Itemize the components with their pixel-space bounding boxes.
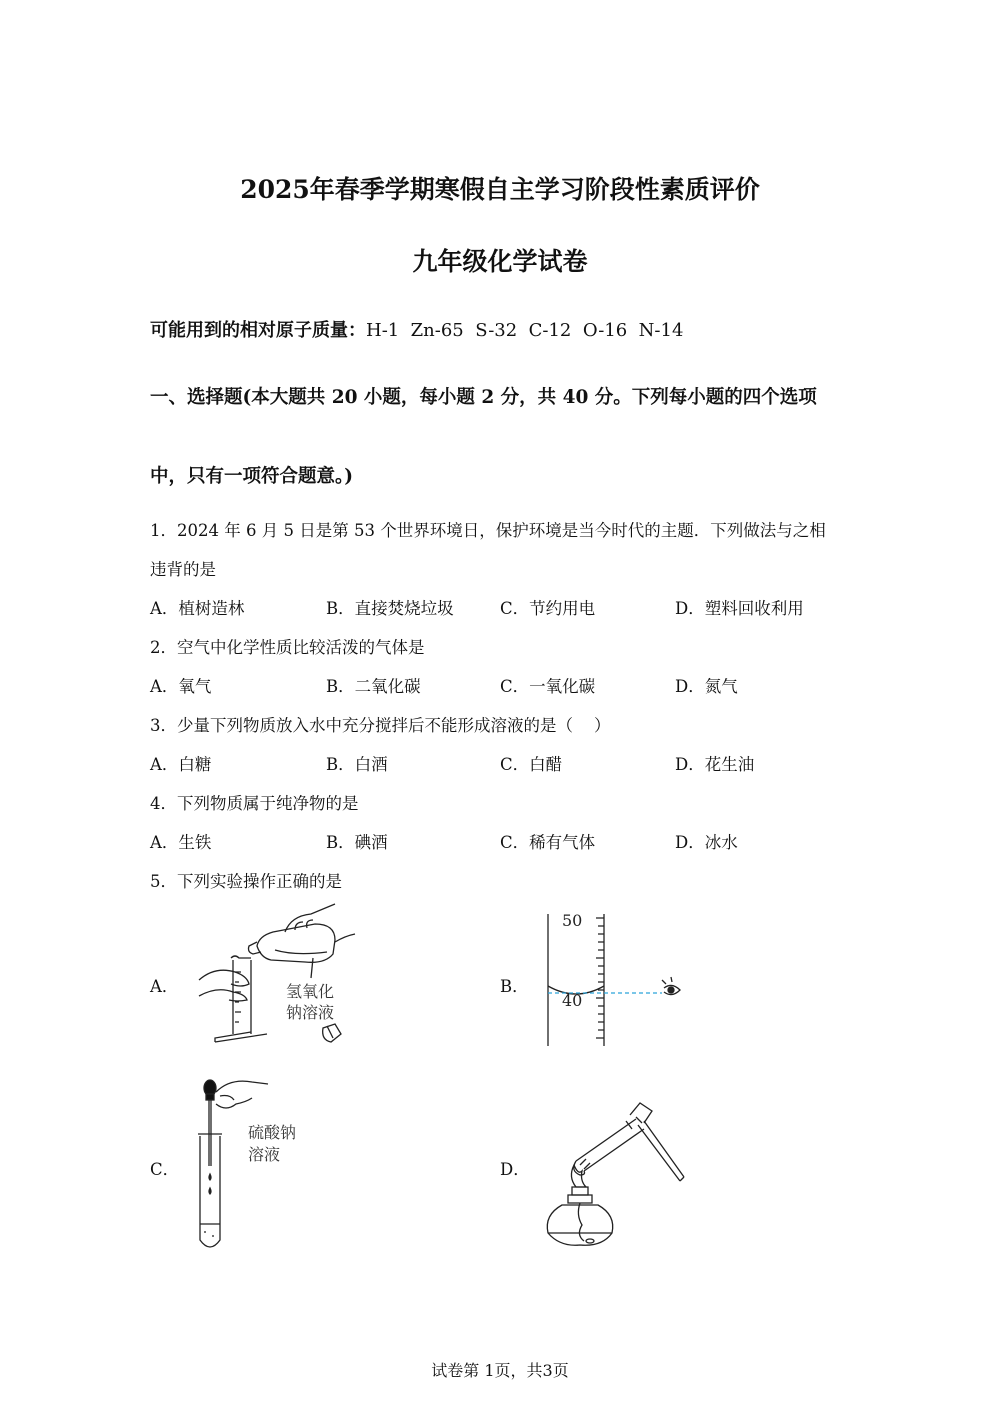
question-2-option-b: B．二氧化碳 xyxy=(326,677,421,696)
atomic-masses-values: H-1 Zn-65 S-32 C-12 O-16 N-14 xyxy=(366,320,684,341)
question-3-option-d: D．花生油 xyxy=(675,755,755,774)
section-heading-line2: 中，只有一项符合题意。) xyxy=(150,466,354,487)
question-1-option-d: D．塑料回收利用 xyxy=(675,599,804,618)
question-4-option-b: B．碘酒 xyxy=(326,833,388,852)
question-2-option-c: C．一氧化碳 xyxy=(500,677,596,696)
question-5-option-b-label: B． xyxy=(500,977,529,996)
exam-subtitle: 九年级化学试卷 xyxy=(412,247,588,276)
question-5-option-d-label: D． xyxy=(500,1160,530,1179)
question-2-option-a: A．氧气 xyxy=(150,677,212,696)
question-4-option-d: D．冰水 xyxy=(675,833,738,852)
question-3-option-a: A．白糖 xyxy=(150,755,212,774)
atomic-masses xyxy=(150,316,683,342)
heating-test-tube-illustration xyxy=(540,1095,700,1255)
question-2-stem: 2．空气中化学性质比较活泼的气体是 xyxy=(150,638,425,657)
na2so4-label-line1: 硫酸钠 xyxy=(248,1123,297,1142)
question-5-option-a-label: A． xyxy=(150,977,179,996)
pouring-liquid-illustration xyxy=(195,902,355,1052)
question-2-option-d: D．氮气 xyxy=(675,677,738,696)
exam-title: 2025年春季学期寒假自主学习阶段性素质评价 xyxy=(240,175,760,204)
reading-cylinder-illustration xyxy=(540,910,690,1050)
question-3-option-b: B．白酒 xyxy=(326,755,388,774)
question-1-stem-line2: 违背的是 xyxy=(150,560,216,579)
atomic-masses-label: 可能用到的相对原子质量： xyxy=(150,320,366,341)
naoh-label-line1: 氢氧化 xyxy=(286,982,335,1001)
question-5-stem: 5．下列实验操作正确的是 xyxy=(150,872,342,891)
question-5-option-c-label: C． xyxy=(150,1160,180,1179)
question-1-option-b: B．直接焚烧垃圾 xyxy=(326,599,454,618)
question-4-stem: 4．下列物质属于纯净物的是 xyxy=(150,794,359,813)
question-3-option-c: C．白醋 xyxy=(500,755,563,774)
na2so4-label-line2: 溶液 xyxy=(248,1145,281,1164)
section-heading-line1: 一、选择题(本大题共 20 小题，每小题 2 分，共 40 分。下列每小题的四个选项 xyxy=(150,387,817,408)
scale-40: 40 xyxy=(562,991,583,1010)
question-3-stem: 3．少量下列物质放入水中充分搅拌后不能形成溶液的是（ ） xyxy=(150,716,611,735)
question-1-option-a: A．植树造林 xyxy=(150,599,245,618)
question-1-stem-line1: 1．2024 年 6 月 5 日是第 53 个世界环境日，保护环境是当今时代的主题．下列做法与之相 xyxy=(150,521,826,540)
naoh-label-line2: 钠溶液 xyxy=(286,1003,335,1022)
page-footer: 试卷第 1页，共3页 xyxy=(431,1361,569,1380)
question-4-option-c: C．稀有气体 xyxy=(500,833,596,852)
question-4-option-a: A．生铁 xyxy=(150,833,212,852)
question-1-option-c: C．节约用电 xyxy=(500,599,596,618)
scale-50: 50 xyxy=(562,911,583,930)
